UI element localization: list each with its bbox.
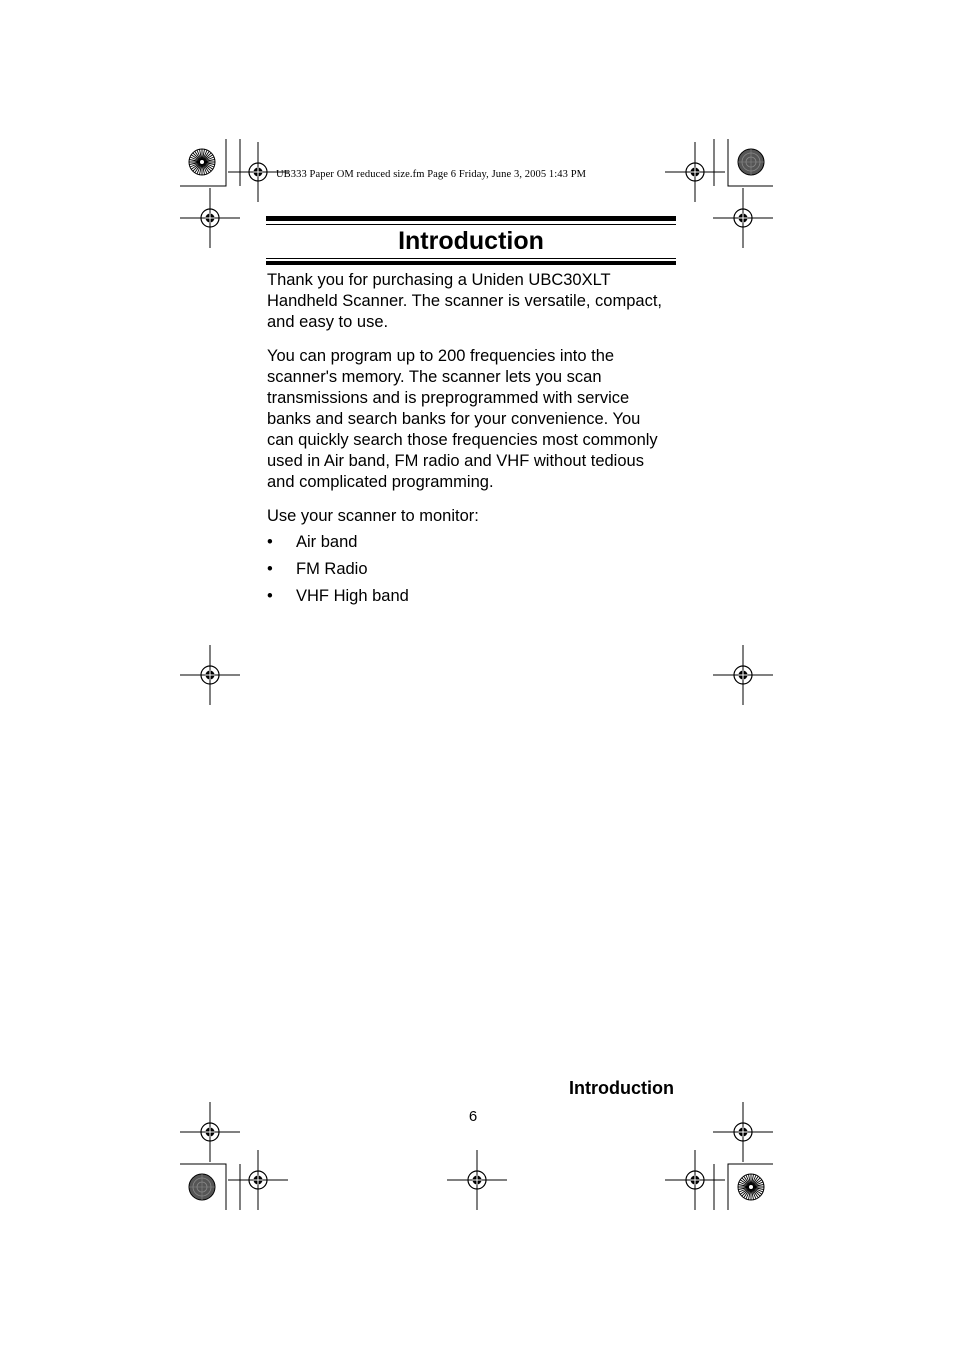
title-rule-top-thin bbox=[266, 224, 676, 225]
footer-section-title: Introduction bbox=[569, 1078, 674, 1098]
monitor-paragraph: Use your scanner to monitor: bbox=[267, 507, 479, 525]
intro-paragraph: Thank you for purchasing a Uniden UBC30XLT Handheld Scanner. The scanner is versatile, compact, and easy to use. bbox=[267, 271, 662, 331]
title-rule-top bbox=[266, 216, 676, 221]
registration-mark-icon bbox=[180, 188, 240, 248]
bullet-icon: • bbox=[267, 533, 273, 551]
registration-mark-icon bbox=[713, 645, 773, 705]
list-item-label: FM Radio bbox=[296, 560, 368, 578]
registration-mark-icon bbox=[180, 645, 240, 705]
registration-mark-icon bbox=[180, 1102, 240, 1162]
registration-mark-icon bbox=[665, 1150, 725, 1210]
list-item bbox=[267, 559, 667, 586]
starburst-icon bbox=[738, 1174, 764, 1200]
page-number: 6 bbox=[468, 1108, 478, 1125]
registration-mark-icon bbox=[713, 188, 773, 248]
gray-target-icon bbox=[189, 1174, 215, 1200]
memory-paragraph: You can program up to 200 frequencies into the scanner's memory. The scanner lets you scan transmissions and is preprogrammed with service banks and search banks for your convenience. You can quickly search those frequencies most commonly used in Air band, FM radio and VHF without tedious and complicated programming. bbox=[267, 347, 658, 491]
registration-mark-icon bbox=[447, 1150, 507, 1210]
title-rule-bottom bbox=[266, 261, 676, 265]
gray-target-icon bbox=[738, 149, 764, 175]
monitor-list bbox=[267, 532, 667, 613]
file-info-header: UB333 Paper OM reduced size.fm Page 6 Friday, June 3, 2005 1:43 PM bbox=[276, 169, 587, 180]
bullet-icon: • bbox=[267, 587, 273, 605]
registration-mark-icon bbox=[665, 142, 725, 202]
registration-mark-icon bbox=[228, 1150, 288, 1210]
title-rule-bottom-thin bbox=[266, 258, 676, 259]
registration-mark-icon bbox=[713, 1102, 773, 1162]
page-title: Introduction bbox=[398, 227, 544, 255]
bullet-icon: • bbox=[267, 560, 273, 578]
list-item bbox=[267, 586, 667, 613]
starburst-icon bbox=[189, 149, 215, 175]
list-item-label: VHF High band bbox=[296, 587, 409, 605]
list-item bbox=[267, 532, 667, 559]
list-item-label: Air band bbox=[296, 533, 358, 551]
